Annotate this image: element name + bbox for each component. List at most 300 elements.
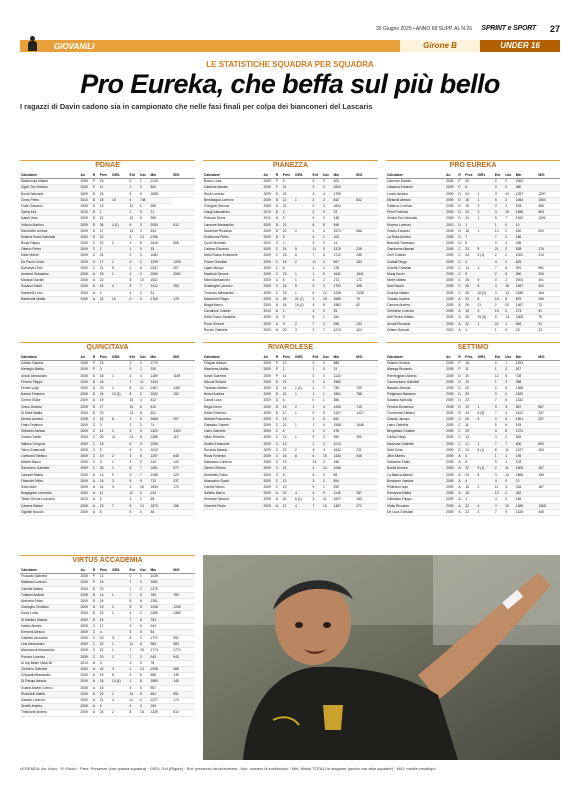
- stat-cell: 0: [322, 210, 333, 216]
- stat-cell: 2009: [80, 441, 92, 447]
- section-bar: [20, 40, 560, 52]
- stat-cell: 808: [172, 241, 195, 247]
- stat-cell: 1: [111, 385, 129, 391]
- stat-cell: 14: [504, 290, 514, 296]
- stat-cell: 4: [312, 447, 323, 453]
- column-header: Usc: [139, 173, 150, 179]
- player-stats-table: [386, 173, 560, 334]
- team-name: QUINCITAVA: [20, 342, 195, 353]
- stat-cell: A: [92, 667, 99, 673]
- stat-cell: 754: [150, 617, 173, 623]
- stat-cell: 1: [294, 435, 312, 441]
- stat-cell: 16: [99, 478, 111, 484]
- player-name-cell: Jibiri Alberto: [386, 454, 445, 460]
- stat-cell: 0: [139, 210, 150, 216]
- column-header: GIR1: [111, 173, 129, 179]
- stat-cell: 2009: [263, 497, 275, 503]
- player-name-cell: Salassa Nicholas: [386, 398, 445, 404]
- stat-cell: 8: [129, 392, 140, 398]
- stat-cell: 11: [111, 435, 129, 441]
- stat-cell: D: [92, 410, 99, 416]
- stat-cell: 2009: [80, 472, 92, 478]
- stat-cell: 23: [282, 191, 294, 197]
- stat-cell: 7: [139, 284, 150, 290]
- stat-cell: 0: [129, 259, 140, 265]
- stat-cell: 1: [322, 234, 333, 240]
- stat-cell: 4: [494, 478, 504, 484]
- stat-cell: 16: [99, 617, 111, 623]
- player-photo: [203, 555, 560, 760]
- stat-cell: 0: [139, 392, 150, 398]
- stat-cell: 2009: [445, 423, 457, 429]
- stat-cell: 0: [504, 435, 514, 441]
- stat-cell: 21: [282, 423, 294, 429]
- stat-cell: 4: [322, 447, 333, 453]
- stat-cell: 10: [282, 484, 294, 490]
- stat-cell: 2009: [263, 222, 275, 228]
- stat-cell: 25: [333, 309, 356, 315]
- stat-cell: 1: [129, 586, 140, 592]
- stat-cell: 2009: [263, 272, 275, 278]
- stat-cell: 2009: [263, 460, 275, 466]
- stat-cell: A: [92, 484, 99, 490]
- stat-cell: [172, 509, 195, 515]
- player-name-cell: Fiore Giovanni: [20, 203, 80, 209]
- stat-cell: 2: [294, 447, 312, 453]
- stat-cell: 5: [129, 605, 140, 611]
- stat-cell: 25: [282, 296, 294, 302]
- stat-cell: A: [92, 296, 99, 302]
- girone-label: Girone B: [400, 40, 480, 52]
- stat-cell: 1375: [150, 586, 173, 592]
- stat-cell: 5: [494, 460, 504, 466]
- stat-cell: P: [275, 179, 282, 185]
- stat-cell: 1538: [150, 667, 173, 673]
- stat-cell: 21: [282, 222, 294, 228]
- stat-cell: A: [457, 315, 464, 321]
- stat-cell: 2009: [445, 454, 457, 460]
- stat-cell: 9: [322, 247, 333, 253]
- player-name-cell: Andreetto Fabio: [203, 472, 263, 478]
- player-name-cell: Meletti Marco: [20, 460, 80, 466]
- stat-cell: 0: [129, 272, 140, 278]
- stat-cell: 4: [129, 629, 140, 635]
- stat-cell: 2009: [445, 429, 457, 435]
- stat-cell: 26: [464, 284, 476, 290]
- player-name-cell: Sollavi Emanuele: [203, 441, 263, 447]
- stat-cell: 1: [111, 648, 129, 654]
- player-name-cell: Ferrero Filippo: [20, 379, 80, 385]
- stat-cell: A: [457, 466, 464, 472]
- stat-cell: 1378: [333, 247, 356, 253]
- player-name-cell: Arvotti Riccardo: [386, 321, 445, 327]
- stat-cell: 5: [129, 191, 140, 197]
- stat-cell: 857: [515, 404, 538, 410]
- stat-cell: 12: [494, 373, 504, 379]
- stat-cell: 0: [504, 259, 514, 265]
- stat-cell: 4: [312, 191, 323, 197]
- stat-cell: 6: [111, 673, 129, 679]
- player-name-cell: Lombardi Stefano: [20, 454, 80, 460]
- stat-cell: 1051: [150, 580, 173, 586]
- column-header: Usc: [139, 568, 150, 574]
- player-name-cell: Truccaro Alessandro: [203, 290, 263, 296]
- stat-cell: 2009: [263, 392, 275, 398]
- player-name-cell: Bondi Samuele: [20, 191, 80, 197]
- stat-cell: 5: [129, 284, 140, 290]
- stat-cell: C: [92, 441, 99, 447]
- table-row: [203, 327, 378, 333]
- stat-cell: 9: [322, 491, 333, 497]
- stat-cell: 1: [139, 497, 150, 503]
- player-name-cell: Lanzone Alessandro: [203, 222, 263, 228]
- player-name-cell: Meneghi Mattia: [20, 367, 80, 373]
- stat-cell: 8: [294, 454, 312, 460]
- column-header: Min: [515, 355, 538, 361]
- stat-cell: C: [457, 290, 464, 296]
- stat-cell: 1389: [172, 611, 195, 617]
- column-header: Min: [333, 355, 356, 361]
- stat-cell: 4: [139, 398, 150, 404]
- column-header: An: [445, 173, 457, 179]
- stat-cell: 178: [333, 265, 356, 271]
- stat-cell: 978: [515, 203, 538, 209]
- stat-cell: D: [92, 617, 99, 623]
- stat-cell: 22: [99, 234, 111, 240]
- player-name-cell: Cucci Nicholas: [203, 241, 263, 247]
- stat-cell: 4: [139, 636, 150, 642]
- stat-cell: 548: [515, 321, 538, 327]
- stat-cell: 79: [537, 315, 560, 321]
- player-name-cell: Bosco Luca: [203, 179, 263, 185]
- stat-cell: 15: [464, 309, 476, 315]
- stat-cell: 400: [333, 179, 356, 185]
- stat-cell: 8: [322, 302, 333, 308]
- stat-cell: 14: [282, 385, 294, 391]
- column-header: M/G: [172, 173, 195, 179]
- stat-cell: 1774: [150, 648, 173, 654]
- player-stats-table: [386, 355, 560, 516]
- stat-cell: 1: [476, 191, 493, 197]
- stat-cell: C: [92, 429, 99, 435]
- stat-cell: 207: [172, 416, 195, 422]
- stat-cell: 2009: [263, 302, 275, 308]
- stat-cell: 2: [111, 241, 129, 247]
- stat-cell: 10: [129, 404, 140, 410]
- stat-cell: 2009: [445, 460, 457, 466]
- stat-cell: 22: [464, 466, 476, 472]
- stat-cell: 1: [129, 210, 140, 216]
- stat-cell: 13: [99, 203, 111, 209]
- stat-cell: P: [92, 179, 99, 185]
- stat-cell: A: [92, 710, 99, 716]
- stat-cell: 610: [150, 404, 173, 410]
- stat-cell: 2010: [263, 241, 275, 247]
- stat-cell: 13: [282, 416, 294, 422]
- stat-cell: C: [92, 654, 99, 660]
- stat-cell: C: [92, 648, 99, 654]
- stat-cell: 13 (4): [111, 679, 129, 685]
- column-header: Calciatore: [386, 355, 445, 361]
- stat-cell: 0: [129, 361, 140, 367]
- stat-cell: 236: [355, 247, 378, 253]
- stat-cell: 2009: [80, 247, 92, 253]
- stat-cell: 2009: [445, 367, 457, 373]
- stat-cell: 842: [355, 197, 378, 203]
- stat-cell: 1225: [515, 509, 538, 515]
- stat-cell: 9: [139, 478, 150, 484]
- stat-cell: 2009: [80, 259, 92, 265]
- stat-cell: P: [92, 361, 99, 367]
- stat-cell: 1189: [172, 373, 195, 379]
- stat-cell: 6: [322, 416, 333, 422]
- stat-cell: 18: [139, 710, 150, 716]
- stat-cell: 3: [476, 509, 493, 515]
- stat-cell: A: [275, 302, 282, 308]
- stat-cell: 1641: [355, 272, 378, 278]
- stat-cell: 174: [172, 697, 195, 703]
- stat-cell: 2: [312, 379, 323, 385]
- stat-cell: 6: [312, 472, 323, 478]
- stat-cell: 8: [476, 296, 493, 302]
- stat-cell: 15: [322, 296, 333, 302]
- stat-cell: 4: [494, 435, 504, 441]
- stat-cell: 2009: [445, 185, 457, 191]
- stat-cell: 2009: [445, 416, 457, 422]
- stat-cell: 19: [99, 454, 111, 460]
- stat-cell: 0: [312, 284, 323, 290]
- stat-cell: 2009: [445, 203, 457, 209]
- stat-cell: 4: [99, 290, 111, 296]
- stat-cell: 1880: [150, 679, 173, 685]
- stat-cell: 5: [139, 605, 150, 611]
- stat-cell: 0: [129, 574, 140, 580]
- stat-cell: 6 (3): [476, 410, 493, 416]
- stat-cell: 2009: [263, 491, 275, 497]
- stat-cell: 2009: [80, 710, 92, 716]
- stat-cell: 4: [464, 478, 476, 484]
- column-header: M/G: [355, 355, 378, 361]
- stat-cell: 0: [139, 447, 150, 453]
- stat-cell: 1066: [333, 466, 356, 472]
- player-name-cell: Grasso Samir: [20, 435, 80, 441]
- stat-cell: 2009: [263, 247, 275, 253]
- stat-cell: 237: [537, 416, 560, 422]
- stat-cell: 7: [504, 441, 514, 447]
- stat-cell: A: [275, 309, 282, 315]
- stat-cell: 2: [139, 460, 150, 466]
- stat-cell: 12: [129, 203, 140, 209]
- stat-cell: 134: [150, 491, 173, 497]
- player-name-cell: Ciafatti Diego: [386, 259, 445, 265]
- team-table-block: [203, 160, 378, 334]
- stat-cell: 9: [282, 315, 294, 321]
- stat-cell: 17: [99, 259, 111, 265]
- stat-cell: 2009: [80, 685, 92, 691]
- stat-cell: 601: [150, 410, 173, 416]
- stat-cell: D: [92, 392, 99, 398]
- issue-date: 30 Giugno 2025 • ANNO 68 SUPP. AL N.26: [376, 26, 472, 32]
- stat-cell: A: [92, 497, 99, 503]
- stat-cell: 6: [139, 265, 150, 271]
- stat-cell: 18: [139, 484, 150, 490]
- stat-cell: C: [457, 259, 464, 265]
- stat-cell: 2010: [445, 222, 457, 228]
- stat-cell: 2009: [263, 203, 275, 209]
- stat-cell: 103: [515, 460, 538, 466]
- stat-cell: 2009: [80, 704, 92, 710]
- player-name-cell: Bragagnini Leonardo: [20, 491, 80, 497]
- stat-cell: 563: [537, 210, 560, 216]
- stat-cell: A: [275, 503, 282, 509]
- stat-cell: 686: [355, 228, 378, 234]
- stat-cell: 237: [172, 478, 195, 484]
- player-name-cell: Regis Kevin: [203, 404, 263, 410]
- stat-cell: 2: [312, 228, 323, 234]
- stat-cell: 829: [515, 259, 538, 265]
- player-name-cell: Venezi Ezo Nicholas: [386, 216, 445, 222]
- stat-cell: D: [275, 197, 282, 203]
- stat-cell: 1: [294, 423, 312, 429]
- stat-cell: 2009: [263, 259, 275, 265]
- stat-cell: 8: [129, 222, 140, 228]
- column-header: Ent: [494, 173, 504, 179]
- stat-cell: C: [457, 447, 464, 453]
- player-name-cell: De Luca Christian: [386, 509, 445, 515]
- player-name-cell: Sald Omar: [386, 447, 445, 453]
- team-table-block: [20, 342, 195, 516]
- stat-cell: P: [92, 574, 99, 580]
- stat-cell: 6: [464, 460, 476, 466]
- stat-cell: 1: [129, 423, 140, 429]
- stat-cell: 8: [139, 679, 150, 685]
- column-header: M/G: [172, 568, 195, 574]
- stat-cell: 2010: [445, 327, 457, 333]
- stat-cell: 1: [129, 580, 140, 586]
- stat-cell: 1273: [333, 327, 356, 333]
- stat-cell: 1: [312, 441, 323, 447]
- stat-cell: 2009: [445, 410, 457, 416]
- stat-cell: D: [275, 222, 282, 228]
- stat-cell: 2: [294, 321, 312, 327]
- stat-cell: 1580: [333, 379, 356, 385]
- stat-cell: 91: [537, 309, 560, 315]
- stat-cell: 1010: [150, 447, 173, 453]
- stat-cell: 13: [99, 574, 111, 580]
- player-name-cell: Tallon Emanuele: [20, 447, 80, 453]
- stat-cell: 0: [139, 509, 150, 515]
- stat-cell: 2009: [445, 398, 457, 404]
- stat-cell: 1: [294, 278, 312, 284]
- stat-cell: C: [457, 284, 464, 290]
- stat-cell: 8: [504, 373, 514, 379]
- column-header: Min: [150, 355, 173, 361]
- stat-cell: 7: [139, 472, 150, 478]
- stat-cell: C: [275, 253, 282, 259]
- stat-cell: 1: [294, 197, 312, 203]
- stat-cell: 3: [99, 423, 111, 429]
- stat-cell: 358: [355, 284, 378, 290]
- column-header: Ent: [494, 355, 504, 361]
- stat-cell: 9: [494, 216, 504, 222]
- stat-cell: 2009: [80, 373, 92, 379]
- player-name-cell: Olmeri Oliviero: [203, 466, 263, 472]
- stat-cell: 26: [99, 379, 111, 385]
- stat-cell: 2009: [80, 379, 92, 385]
- stat-cell: D: [92, 404, 99, 410]
- player-name-cell: Racchiero Gabriele: [20, 466, 80, 472]
- player-name-cell: La Bianca Alberto: [386, 472, 445, 478]
- stat-cell: 1238: [355, 290, 378, 296]
- stat-cell: 2009: [80, 179, 92, 185]
- stat-cell: 2009: [263, 361, 275, 367]
- stat-cell: 2009: [263, 454, 275, 460]
- column-header: Calciatore: [20, 173, 80, 179]
- stat-cell: 5: [99, 497, 111, 503]
- stat-cell: 26: [99, 272, 111, 278]
- stat-cell: 2009: [445, 296, 457, 302]
- stat-cell: 7: [129, 379, 140, 385]
- player-name-cell: Greco Antonio: [20, 404, 80, 410]
- stat-cell: 23: [464, 429, 476, 435]
- stat-cell: 2009: [263, 290, 275, 296]
- stat-cell: C: [275, 484, 282, 490]
- stat-cell: 200: [537, 284, 560, 290]
- stat-cell: 2009: [80, 642, 92, 648]
- stat-cell: 4: [322, 191, 333, 197]
- column-header: R: [457, 173, 464, 179]
- stat-cell: C: [92, 265, 99, 271]
- stat-cell: 2009: [445, 361, 457, 367]
- stat-cell: 196: [333, 460, 356, 466]
- stat-cell: 164: [537, 290, 560, 296]
- stat-cell: 1537: [150, 278, 173, 284]
- stat-cell: 10: [322, 503, 333, 509]
- stat-cell: D: [457, 398, 464, 404]
- stat-cell: 26: [464, 302, 476, 308]
- stat-cell: 7: [494, 509, 504, 515]
- stat-cell: 3: [312, 478, 323, 484]
- stat-cell: 23: [99, 385, 111, 391]
- stat-cell: 2050: [150, 222, 173, 228]
- stat-cell: A: [457, 472, 464, 478]
- stat-cell: A: [457, 302, 464, 308]
- stat-cell: 8: [129, 636, 140, 642]
- stat-cell: 2009: [263, 447, 275, 453]
- stat-cell: 268: [333, 321, 356, 327]
- stat-cell: 11: [494, 484, 504, 490]
- player-name-cell: Coletta Christian: [386, 265, 445, 271]
- stat-cell: 1604: [333, 203, 356, 209]
- category-label: UNDER 16: [480, 40, 560, 52]
- stat-cell: 2: [111, 710, 129, 716]
- stat-cell: 2009: [445, 241, 457, 247]
- player-name-cell: Mastrocola Matteo: [20, 179, 80, 185]
- stat-cell: A: [275, 497, 282, 503]
- player-name-cell: Gentile Marco: [203, 484, 263, 490]
- stat-cell: 6: [504, 272, 514, 278]
- stat-cell: 1548: [355, 423, 378, 429]
- stat-cell: 1570: [150, 503, 173, 509]
- stat-cell: 285: [355, 253, 378, 259]
- stat-cell: 5: [494, 197, 504, 203]
- stat-cell: D: [92, 385, 99, 391]
- stat-cell: 4: [322, 423, 333, 429]
- stat-cell: 800: [150, 185, 173, 191]
- stat-cell: 237: [537, 410, 560, 416]
- stat-cell: 65: [150, 497, 173, 503]
- stat-cell: 1: [139, 574, 150, 580]
